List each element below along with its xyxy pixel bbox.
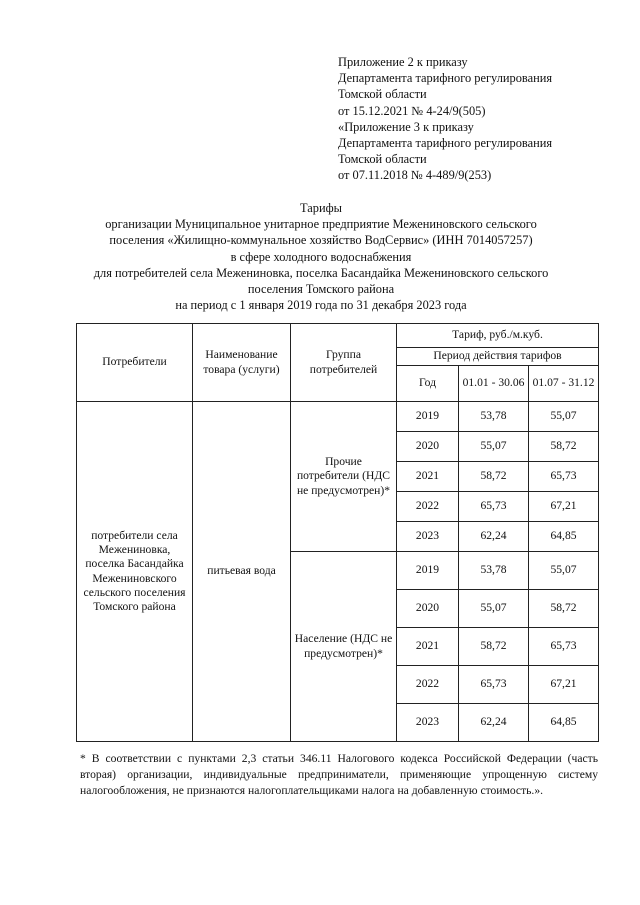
tariff-h2-cell: 58,72: [529, 590, 599, 628]
document-title-block: [40, 200, 602, 313]
annex-line: Томской области: [338, 87, 427, 102]
product-cell: питьевая вода: [193, 402, 291, 742]
tariff-h1-cell: 58,72: [459, 628, 529, 666]
tariff-h1-cell: 62,24: [459, 704, 529, 742]
year-cell: 2021: [397, 628, 459, 666]
group-population: Население (НДС не предусмотрен)*: [291, 552, 397, 742]
annex-line: Приложение 2 к приказу: [338, 55, 468, 69]
annex-line: Департамента тарифного регулирования: [338, 71, 553, 86]
header-first-half: 01.01 - 30.06: [459, 366, 529, 402]
header-period: Период действия тарифов: [397, 348, 599, 366]
year-cell: 2022: [397, 666, 459, 704]
year-cell: 2019: [397, 402, 459, 432]
consumer-cell: потребители села Межениновка, поселка Басандайка Межениновского сельского поселения Томского района: [77, 402, 193, 742]
annex-block: [338, 54, 552, 184]
header-second-half: 01.07 - 31.12: [529, 366, 599, 402]
year-cell: 2023: [397, 704, 459, 742]
tariff-h2-cell: 65,73: [529, 462, 599, 492]
title-line: поселения «Жилищно-коммунальное хозяйство ВодСервис» (ИНН 7014057257): [109, 233, 533, 248]
annex-line: «Приложение 3 к приказу: [338, 119, 474, 134]
year-cell: 2021: [397, 462, 459, 492]
year-cell: 2020: [397, 432, 459, 462]
year-cell: 2023: [397, 522, 459, 552]
tariff-h1-cell: 58,72: [459, 462, 529, 492]
tariff-h2-cell: 55,07: [529, 402, 599, 432]
title-line: организации Муниципальное унитарное предприятие Межениновского сельского: [105, 217, 537, 232]
group-other-consumers: Прочие потребители (НДС не предусмотрен)*: [291, 402, 397, 552]
tariff-h1-cell: 65,73: [459, 666, 529, 704]
tariff-h1-cell: 65,73: [459, 492, 529, 522]
tariff-h1-cell: 53,78: [459, 402, 529, 432]
title-line: поселения Томского района: [247, 282, 395, 297]
tariff-h2-cell: 64,85: [529, 522, 599, 552]
header-tariff: Тариф, руб./м.куб.: [397, 324, 599, 348]
tariff-h1-cell: 55,07: [459, 432, 529, 462]
tariff-table: [76, 323, 599, 742]
year-cell: 2020: [397, 590, 459, 628]
header-year: Год: [397, 366, 459, 402]
title-line: в сфере холодного водоснабжения: [230, 249, 412, 264]
tariff-h2-cell: 58,72: [529, 432, 599, 462]
tariff-h1-cell: 53,78: [459, 552, 529, 590]
tariff-h2-cell: 55,07: [529, 552, 599, 590]
header-group: Группа потребителей: [291, 324, 397, 402]
tariff-h1-cell: 62,24: [459, 522, 529, 552]
header-product: Наименование товара (услуги): [193, 324, 291, 402]
tariff-h2-cell: 67,21: [529, 666, 599, 704]
annex-line: от 15.12.2021 № 4-24/9(505): [338, 103, 486, 118]
title-line: на период с 1 января 2019 года по 31 декабря 2023 года: [175, 298, 467, 313]
annex-line: от 07.11.2018 № 4-489/9(253): [338, 168, 492, 183]
tariff-h2-cell: 67,21: [529, 492, 599, 522]
footnote: * В соответствии с пунктами 2,3 статьи 346.11 Налогового кодекса Российской Федерации (часть вторая) организации, индивидуальные предприниматели, применяющие упрощенную систему налогообложения, не признаются налогоплательщиками налога на добавленную стоимость.».: [80, 752, 598, 797]
year-cell: 2019: [397, 552, 459, 590]
tariff-h1-cell: 55,07: [459, 590, 529, 628]
annex-line: Томской области: [338, 152, 427, 167]
year-cell: 2022: [397, 492, 459, 522]
document-heading: Тарифы: [300, 201, 342, 215]
tariff-h2-cell: 65,73: [529, 628, 599, 666]
header-consumers: Потребители: [77, 324, 193, 402]
tariff-h2-cell: 64,85: [529, 704, 599, 742]
title-line: для потребителей села Межениновка, поселка Басандайка Межениновского сельского: [93, 265, 549, 280]
annex-line: Департамента тарифного регулирования: [338, 136, 553, 151]
